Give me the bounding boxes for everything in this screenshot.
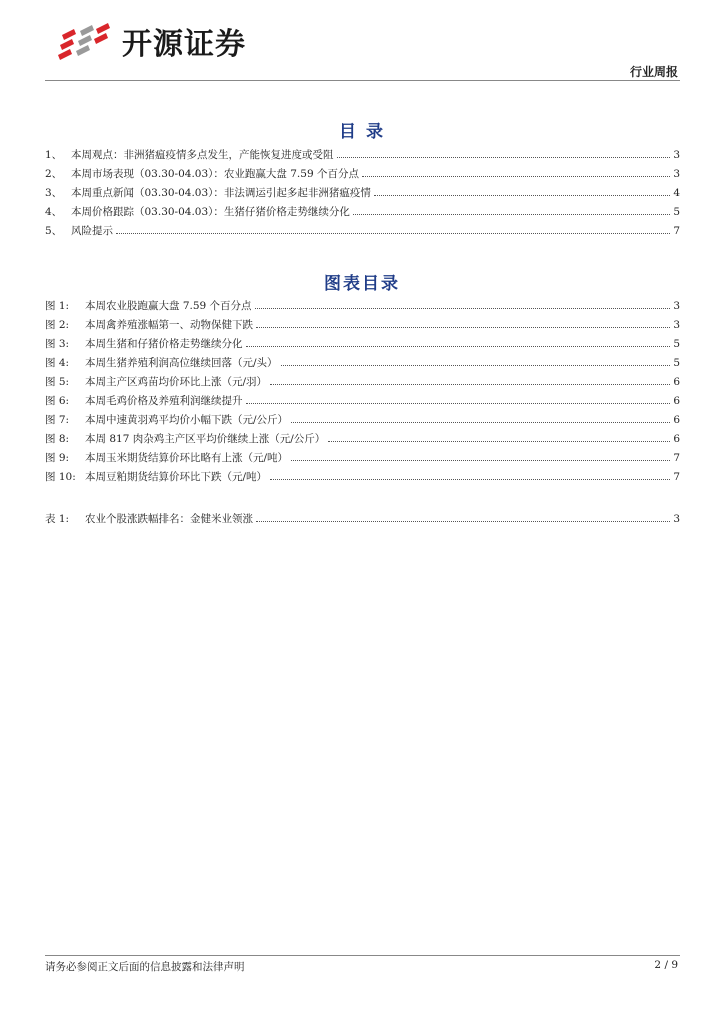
toc-item-page: 3 (673, 149, 680, 161)
table-page: 3 (673, 513, 680, 525)
figure-item[interactable] (45, 469, 680, 488)
company-logo (58, 20, 246, 62)
figure-text: 本周中速黄羽鸡平均价小幅下跌（元/公斤） (85, 414, 289, 426)
dot-leader (255, 308, 671, 309)
table-number: 表 1: (45, 513, 70, 525)
dot-leader (256, 521, 670, 522)
dot-leader (337, 157, 671, 158)
dot-leader (291, 460, 670, 461)
figure-text: 本周生猪养殖利润高位继续回落（元/头） (85, 357, 278, 369)
kaiyuan-logo-icon (58, 21, 114, 61)
dot-leader (246, 346, 671, 347)
figures-toc-title: 图表目录 (324, 274, 400, 294)
figure-text: 本周生猪和仔猪价格走势继续分化 (85, 338, 243, 350)
toc-item[interactable] (45, 204, 680, 223)
figure-item[interactable] (45, 393, 680, 412)
figure-number: 图 6: (45, 395, 70, 407)
figure-text: 本周豆粕期货结算价环比下跌（元/吨） (85, 471, 268, 483)
toc-item-text: 本周价格跟踪（03.30-04.03）：生猪仔猪价格走势继续分化 (71, 206, 350, 218)
tables-toc-list (45, 511, 680, 530)
figure-text: 本周毛鸡价格及养殖利润继续提升 (85, 395, 243, 407)
toc-item-page: 5 (673, 206, 680, 218)
company-name: 开源证券 (122, 27, 246, 62)
figures-toc-list (45, 298, 680, 488)
figure-page: 3 (673, 300, 680, 312)
figure-number: 图 4: (45, 357, 70, 369)
figure-text: 本周禽养殖涨幅第一、动物保健下跌 (85, 319, 253, 331)
table-item[interactable] (45, 511, 680, 530)
dot-leader (362, 176, 670, 177)
toc-item-number: 3、 (45, 187, 63, 199)
dot-leader (116, 233, 670, 234)
dot-leader (246, 403, 671, 404)
figure-item[interactable] (45, 317, 680, 336)
toc-item-page: 7 (673, 225, 680, 237)
toc-item[interactable] (45, 223, 680, 242)
figure-page: 6 (673, 395, 680, 407)
toc-item-page: 3 (673, 168, 680, 180)
dot-leader (291, 422, 670, 423)
figure-number: 图 3: (45, 338, 70, 350)
figure-number: 图 1: (45, 300, 70, 312)
document-type-label: 行业周报 (629, 65, 678, 79)
toc-list (45, 147, 680, 242)
header-divider (45, 80, 680, 81)
dot-leader (328, 441, 670, 442)
figure-item[interactable] (45, 450, 680, 469)
figure-page: 5 (673, 357, 680, 369)
figure-text: 本周农业股跑赢大盘 7.59 个百分点 (85, 300, 252, 312)
figure-text: 本周 817 肉杂鸡主产区平均价继续上涨（元/公斤） (85, 433, 326, 445)
figure-page: 7 (673, 471, 680, 483)
figure-item[interactable] (45, 298, 680, 317)
toc-item[interactable] (45, 166, 680, 185)
toc-item-text: 本周观点：非洲猪瘟疫情多点发生，产能恢复进度或受阻 (71, 149, 334, 161)
figure-number: 图 8: (45, 433, 70, 445)
figure-number: 图 9: (45, 452, 70, 464)
toc-item-number: 4、 (45, 206, 63, 218)
figure-number: 图 5: (45, 376, 70, 388)
page-indicator: 2 / 9 (654, 959, 678, 971)
toc-title: 目 录 (339, 122, 385, 142)
figure-number: 图 10: (45, 471, 76, 483)
figure-page: 6 (673, 414, 680, 426)
dot-leader (270, 384, 670, 385)
footer-disclaimer: 请务必参阅正文后面的信息披露和法律声明 (45, 961, 245, 973)
toc-item-text: 本周市场表现（03.30-04.03）：农业跑赢大盘 7.59 个百分点 (71, 168, 359, 180)
figure-item[interactable] (45, 336, 680, 355)
figure-item[interactable] (45, 374, 680, 393)
figure-page: 3 (673, 319, 680, 331)
dot-leader (281, 365, 671, 366)
toc-item[interactable] (45, 185, 680, 204)
figure-text: 本周玉米期货结算价环比略有上涨（元/吨） (85, 452, 289, 464)
figure-item[interactable] (45, 412, 680, 431)
dot-leader (374, 195, 670, 196)
dot-leader (270, 479, 670, 480)
table-text: 农业个股涨跌幅排名：金健米业领涨 (85, 513, 253, 525)
toc-item-number: 5、 (45, 225, 63, 237)
figure-number: 图 7: (45, 414, 70, 426)
footer-divider (45, 955, 680, 956)
dot-leader (353, 214, 670, 215)
toc-item-number: 2、 (45, 168, 63, 180)
figure-item[interactable] (45, 431, 680, 450)
figure-page: 6 (673, 433, 680, 445)
toc-item-page: 4 (673, 187, 680, 199)
toc-item-text: 风险提示 (71, 225, 113, 237)
figure-page: 7 (673, 452, 680, 464)
toc-item-text: 本周重点新闻（03.30-04.03）：非法调运引起多起非洲猪瘟疫情 (71, 187, 371, 199)
figure-text: 本周主产区鸡苗均价环比上涨（元/羽） (85, 376, 268, 388)
dot-leader (256, 327, 670, 328)
toc-item[interactable] (45, 147, 680, 166)
figure-page: 6 (673, 376, 680, 388)
toc-item-number: 1、 (45, 149, 63, 161)
figure-item[interactable] (45, 355, 680, 374)
figure-page: 5 (673, 338, 680, 350)
figure-number: 图 2: (45, 319, 70, 331)
